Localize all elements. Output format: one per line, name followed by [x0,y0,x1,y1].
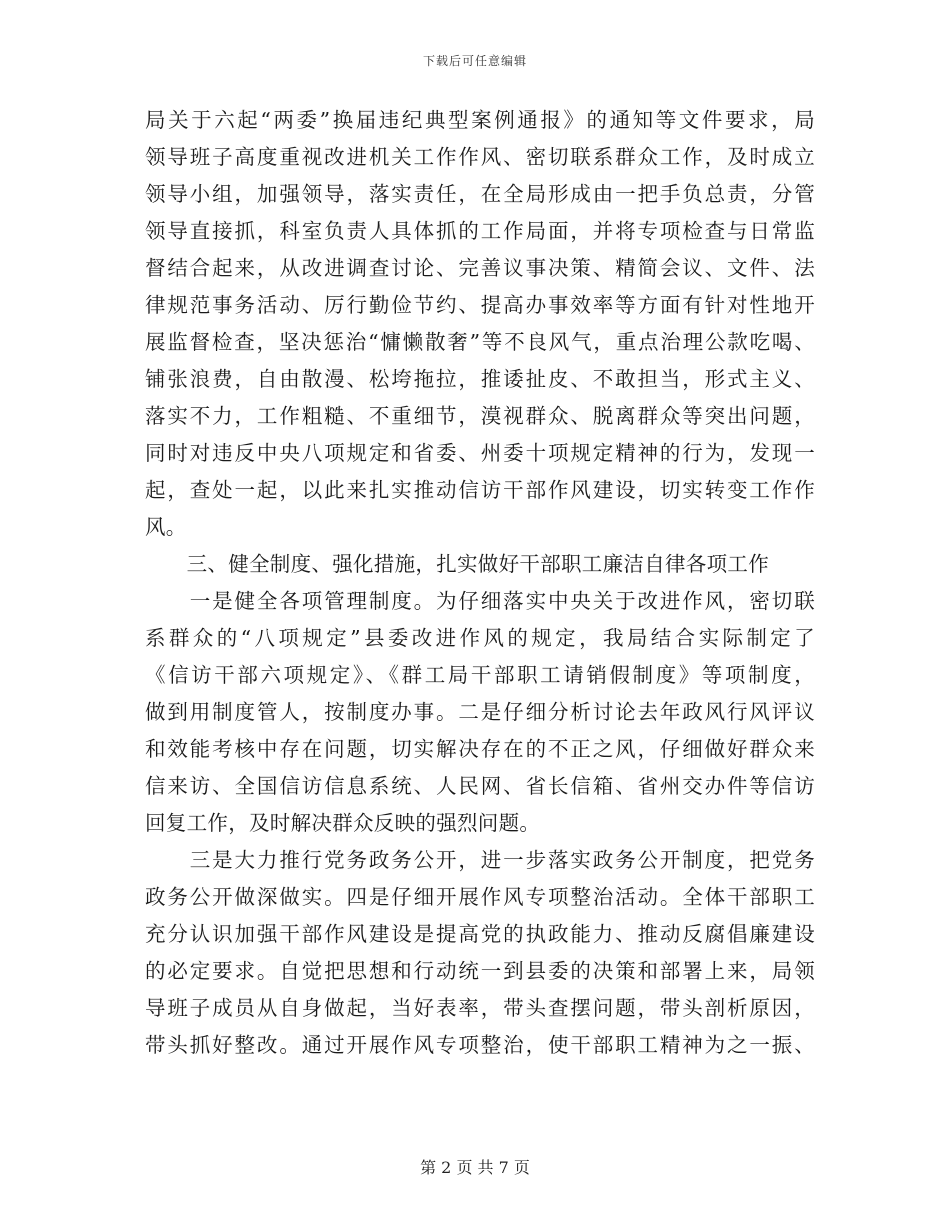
text-line: 展监督检查，坚决惩治“慵懒散奢”等不良风气，重点治理公款吃喝、 [145,330,815,354]
text-line: 律规范事务活动、厉行勤俭节约、提高办事效率等方面有针对性地开 [145,293,815,317]
text-line: 信来访、全国信访信息系统、人民网、省长信箱、省州交办件等信访 [145,774,815,798]
text-line: 带头抓好整改。通过开展作风专项整治，使干部职工精神为之一振、 [145,1033,815,1057]
text-line: 政务公开做深做实。四是仔细开展作风专项整治活动。全体干部职工 [145,885,815,909]
text-line: 督结合起来，从改进调查讨论、完善议事决策、精简会议、文件、法 [145,256,815,280]
document-body [145,102,815,1064]
text-line: 的必定要求。自觉把思想和行动统一到县委的决策和部署上来，局领 [145,959,815,983]
text-line: 风。 [145,515,187,539]
text-line: 充分认识加强干部作风建设是提高党的执政能力、推动反腐倡廉建设 [145,922,815,946]
text-line: 回复工作，及时解决群众反映的强烈问题。 [145,811,541,835]
text-line: 和效能考核中存在问题，切实解决存在的不正之风，仔细做好群众来 [145,737,815,761]
text-line: 领导班子高度重视改进机关工作作风、密切联系群众工作，及时成立 [145,145,815,169]
text-line: 一是健全各项管理制度。为仔细落实中央关于改进作风，密切联 [145,589,815,613]
text-line: 领导直接抓，科室负责人具体抓的工作局面，并将专项检查与日常监 [145,219,815,243]
text-line: 《信访干部六项规定》、《群工局干部职工请销假制度》等项制度， [145,663,815,687]
text-line: 导班子成员从自身做起，当好表率，带头查摆问题，带头剖析原因， [145,996,815,1020]
text-line: 局关于六起“两委”换届违纪典型案例通报》的通知等文件要求，局 [145,108,815,132]
text-line: 落实不力，工作粗糙、不重细节，漠视群众、脱离群众等突出问题， [145,404,815,428]
text-line: 起，查处一起，以此来扎实推动信访干部作风建设，切实转变工作作 [145,478,815,502]
text-line: 三是大力推行党务政务公开，进一步落实政务公开制度，把党务 [145,848,815,872]
page-number: 第 2 页 共 7 页 [420,1158,530,1177]
text-line: 做到用制度管人，按制度办事。二是仔细分析讨论去年政风行风评议 [145,700,815,724]
text-line: 领导小组，加强领导，落实责任，在全局形成由一把手负总责，分管 [145,182,815,206]
text-line: 铺张浪费，自由散漫、松垮拖拉，推诿扯皮、不敢担当，形式主义、 [145,367,815,391]
section-heading: 三、健全制度、强化措施，扎实做好干部职工廉洁自律各项工作 [145,552,769,576]
text-line: 系群众的“八项规定”县委改进作风的规定，我局结合实际制定了 [145,626,815,650]
page-header: 下载后可任意编辑 [422,54,527,68]
text-line: 同时对违反中央八项规定和省委、州委十项规定精神的行为，发现一 [145,441,815,465]
